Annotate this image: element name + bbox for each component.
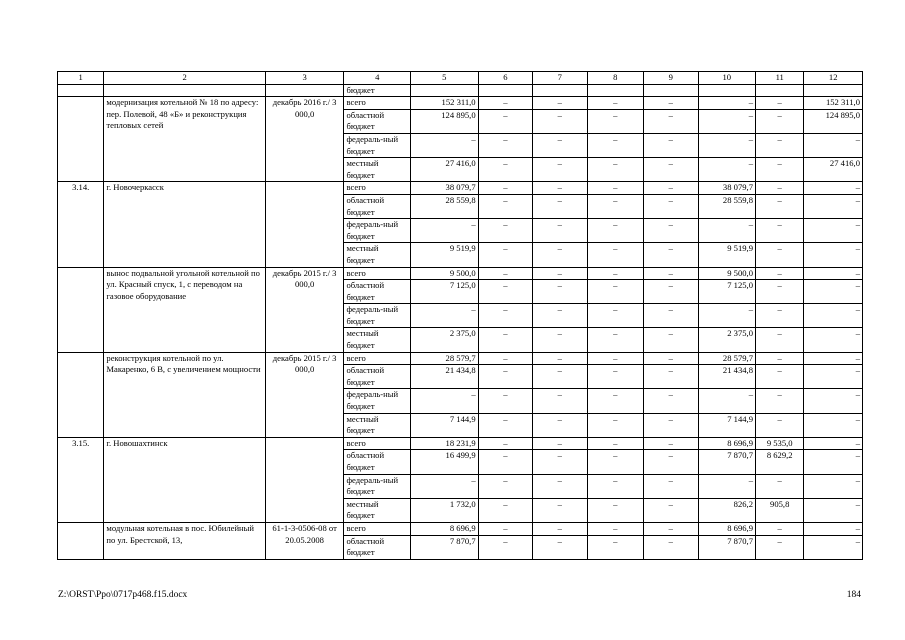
value-cell: 9 500,0 — [698, 267, 756, 280]
item-number-cell — [58, 352, 104, 437]
value-cell: – — [644, 243, 698, 267]
header-cell: 12 — [804, 72, 863, 85]
value-cell: – — [587, 219, 643, 243]
value-cell: – — [533, 267, 587, 280]
budget-type-label: областной бюджет — [344, 109, 411, 133]
value-cell: – — [411, 219, 479, 243]
value-cell: – — [644, 474, 698, 498]
value-cell: – — [478, 352, 532, 365]
value-cell: 27 416,0 — [411, 158, 479, 182]
item-deadline-cell — [265, 182, 344, 267]
value-cell: – — [804, 352, 863, 365]
item-deadline-cell: декабрь 2015 г./ 3 000,0 — [265, 267, 344, 352]
value-cell: – — [411, 389, 479, 413]
value-cell: 1 732,0 — [411, 498, 479, 522]
value-cell: 7 125,0 — [698, 280, 756, 304]
value-cell: – — [756, 182, 804, 195]
header-cell: 4 — [344, 72, 411, 85]
value-cell: – — [411, 304, 479, 328]
value-cell: – — [644, 219, 698, 243]
header-cell: 6 — [478, 72, 532, 85]
value-cell: – — [478, 194, 532, 218]
value-cell: – — [644, 498, 698, 522]
value-cell: – — [698, 389, 756, 413]
budget-type-label: бюджет — [344, 84, 411, 97]
table-row — [58, 522, 863, 535]
value-cell: – — [478, 97, 532, 110]
value-cell: 905,8 — [756, 498, 804, 522]
value-cell: – — [698, 109, 756, 133]
budget-type-label: всего — [344, 437, 411, 450]
header-row — [58, 72, 863, 85]
value-cell: – — [644, 413, 698, 437]
value-cell: 28 579,7 — [411, 352, 479, 365]
value-cell: – — [756, 194, 804, 218]
value-cell: 7 144,9 — [411, 413, 479, 437]
budget-type-label: областной бюджет — [344, 535, 411, 559]
budget-type-label: местный бюджет — [344, 158, 411, 182]
value-cell: – — [804, 474, 863, 498]
value-cell: – — [756, 158, 804, 182]
value-cell: – — [533, 365, 587, 389]
budget-type-label: федераль-ный бюджет — [344, 304, 411, 328]
value-cell: 28 579,7 — [698, 352, 756, 365]
value-cell: – — [533, 474, 587, 498]
value-cell: – — [698, 133, 756, 157]
value-cell: 124 895,0 — [804, 109, 863, 133]
value-cell: – — [533, 328, 587, 352]
item-number-cell — [58, 97, 104, 182]
value-cell: – — [587, 535, 643, 559]
cell-empty — [478, 84, 532, 97]
header-cell: 2 — [104, 72, 265, 85]
value-cell: – — [587, 389, 643, 413]
header-cell: 10 — [698, 72, 756, 85]
value-cell: – — [804, 267, 863, 280]
item-deadline-cell: декабрь 2016 г./ 3 000,0 — [265, 97, 344, 182]
value-cell: – — [587, 182, 643, 195]
value-cell: – — [698, 219, 756, 243]
value-cell: – — [644, 280, 698, 304]
table-row — [58, 97, 863, 110]
value-cell: 9 500,0 — [411, 267, 479, 280]
item-deadline-cell: декабрь 2015 г./ 3 000,0 — [265, 352, 344, 437]
value-cell: – — [587, 352, 643, 365]
budget-type-label: областной бюджет — [344, 450, 411, 474]
budget-type-label: областной бюджет — [344, 280, 411, 304]
value-cell: 152 311,0 — [411, 97, 479, 110]
value-cell: – — [533, 413, 587, 437]
value-cell: – — [533, 194, 587, 218]
value-cell: – — [533, 352, 587, 365]
cell-empty — [756, 84, 804, 97]
value-cell: – — [698, 97, 756, 110]
value-cell: – — [644, 158, 698, 182]
value-cell: – — [698, 474, 756, 498]
budget-type-label: всего — [344, 522, 411, 535]
value-cell: – — [478, 133, 532, 157]
cell-empty — [804, 84, 863, 97]
budget-type-label: местный бюджет — [344, 243, 411, 267]
value-cell: – — [478, 304, 532, 328]
budget-type-label: местный бюджет — [344, 498, 411, 522]
value-cell: 7 870,7 — [698, 535, 756, 559]
value-cell: – — [478, 522, 532, 535]
value-cell: – — [533, 498, 587, 522]
value-cell: 826,2 — [698, 498, 756, 522]
table-row — [58, 352, 863, 365]
value-cell: – — [644, 450, 698, 474]
value-cell: – — [478, 450, 532, 474]
value-cell: – — [644, 535, 698, 559]
value-cell: – — [478, 267, 532, 280]
value-cell: 8 696,9 — [698, 522, 756, 535]
value-cell: – — [804, 243, 863, 267]
value-cell: – — [587, 328, 643, 352]
budget-type-label: всего — [344, 97, 411, 110]
value-cell: 7 144,9 — [698, 413, 756, 437]
value-cell: – — [644, 267, 698, 280]
value-cell: – — [533, 535, 587, 559]
value-cell: – — [644, 437, 698, 450]
page-number: 184 — [846, 590, 861, 600]
value-cell: – — [533, 219, 587, 243]
value-cell: – — [533, 437, 587, 450]
value-cell: – — [587, 109, 643, 133]
value-cell: 18 231,9 — [411, 437, 479, 450]
table-row — [58, 267, 863, 280]
value-cell: – — [698, 158, 756, 182]
item-description-cell: реконструкция котельной по ул. Макаренко, 6 В, с увеличением мощности — [104, 352, 265, 437]
value-cell: – — [756, 267, 804, 280]
value-cell: – — [644, 97, 698, 110]
item-description-cell: г. Новочеркасск — [104, 182, 265, 267]
value-cell: – — [756, 474, 804, 498]
item-number-cell — [58, 522, 104, 559]
value-cell: 8 696,9 — [411, 522, 479, 535]
value-cell: – — [756, 109, 804, 133]
value-cell: 9 519,9 — [411, 243, 479, 267]
budget-type-label: федераль-ный бюджет — [344, 474, 411, 498]
value-cell: 7 870,7 — [411, 535, 479, 559]
value-cell: 16 499,9 — [411, 450, 479, 474]
value-cell: – — [478, 243, 532, 267]
item-deadline-cell — [265, 437, 344, 522]
value-cell: – — [644, 304, 698, 328]
value-cell: – — [644, 328, 698, 352]
value-cell: – — [644, 133, 698, 157]
value-cell: – — [804, 280, 863, 304]
value-cell: – — [804, 194, 863, 218]
value-cell: – — [533, 109, 587, 133]
value-cell: – — [478, 219, 532, 243]
value-cell: – — [587, 365, 643, 389]
value-cell: – — [587, 498, 643, 522]
value-cell: – — [804, 522, 863, 535]
cell-empty — [58, 84, 104, 97]
value-cell: – — [587, 280, 643, 304]
cell-empty — [265, 84, 344, 97]
value-cell: – — [478, 182, 532, 195]
value-cell: – — [644, 352, 698, 365]
value-cell: – — [756, 389, 804, 413]
header-cell: 3 — [265, 72, 344, 85]
cell-empty — [411, 84, 479, 97]
cell-empty — [644, 84, 698, 97]
value-cell: – — [804, 450, 863, 474]
header-cell: 5 — [411, 72, 479, 85]
table-row — [58, 437, 863, 450]
value-cell: – — [478, 498, 532, 522]
value-cell: – — [756, 97, 804, 110]
item-number-cell: 3.15. — [58, 437, 104, 522]
value-cell: – — [756, 365, 804, 389]
value-cell: – — [587, 304, 643, 328]
value-cell: – — [587, 267, 643, 280]
value-cell: 21 434,8 — [411, 365, 479, 389]
value-cell: – — [804, 328, 863, 352]
value-cell: – — [533, 522, 587, 535]
value-cell: – — [533, 182, 587, 195]
value-cell: – — [804, 535, 863, 559]
value-cell: – — [478, 535, 532, 559]
value-cell: – — [478, 474, 532, 498]
budget-type-label: федераль-ный бюджет — [344, 219, 411, 243]
value-cell: – — [644, 365, 698, 389]
item-deadline-cell: 61-1-3-0506-08 от 20.05.2008 — [265, 522, 344, 559]
value-cell: 38 079,7 — [411, 182, 479, 195]
value-cell: 8 696,9 — [698, 437, 756, 450]
value-cell: – — [804, 389, 863, 413]
value-cell: 124 895,0 — [411, 109, 479, 133]
value-cell: – — [587, 437, 643, 450]
budget-type-label: всего — [344, 352, 411, 365]
value-cell: – — [478, 365, 532, 389]
value-cell: – — [587, 97, 643, 110]
value-cell: – — [587, 450, 643, 474]
value-cell: – — [644, 194, 698, 218]
value-cell: 28 559,8 — [411, 194, 479, 218]
item-number-cell: 3.14. — [58, 182, 104, 267]
item-number-cell — [58, 267, 104, 352]
value-cell: – — [587, 522, 643, 535]
value-cell: 38 079,7 — [698, 182, 756, 195]
value-cell: – — [756, 243, 804, 267]
budget-type-label: местный бюджет — [344, 328, 411, 352]
cell-empty — [533, 84, 587, 97]
value-cell: – — [756, 304, 804, 328]
value-cell: 28 559,8 — [698, 194, 756, 218]
value-cell: 7 125,0 — [411, 280, 479, 304]
value-cell: 7 870,7 — [698, 450, 756, 474]
value-cell: – — [533, 133, 587, 157]
value-cell: – — [804, 365, 863, 389]
value-cell: 9 519,9 — [698, 243, 756, 267]
value-cell: – — [478, 280, 532, 304]
continuation-row — [58, 84, 863, 97]
value-cell: – — [804, 437, 863, 450]
value-cell: – — [756, 219, 804, 243]
value-cell: – — [478, 437, 532, 450]
budget-type-label: местный бюджет — [344, 413, 411, 437]
value-cell: – — [756, 522, 804, 535]
cell-empty — [698, 84, 756, 97]
budget-type-label: федераль-ный бюджет — [344, 389, 411, 413]
cell-empty — [104, 84, 265, 97]
value-cell: 21 434,8 — [698, 365, 756, 389]
value-cell: – — [587, 133, 643, 157]
value-cell: – — [587, 474, 643, 498]
item-description-cell: модульная котельная в пос. Юбилейный по ул. Брестской, 13, — [104, 522, 265, 559]
header-cell: 11 — [756, 72, 804, 85]
value-cell: – — [756, 352, 804, 365]
value-cell: – — [587, 413, 643, 437]
value-cell: – — [533, 280, 587, 304]
value-cell: – — [478, 413, 532, 437]
value-cell: – — [756, 280, 804, 304]
value-cell: 27 416,0 — [804, 158, 863, 182]
value-cell: 152 311,0 — [804, 97, 863, 110]
budget-type-label: всего — [344, 182, 411, 195]
value-cell: – — [698, 304, 756, 328]
value-cell: – — [533, 304, 587, 328]
value-cell: – — [644, 389, 698, 413]
budget-type-label: областной бюджет — [344, 194, 411, 218]
header-cell: 7 — [533, 72, 587, 85]
value-cell: – — [804, 413, 863, 437]
value-cell: – — [804, 498, 863, 522]
value-cell: – — [478, 328, 532, 352]
value-cell: – — [478, 109, 532, 133]
value-cell: – — [804, 304, 863, 328]
value-cell: – — [478, 389, 532, 413]
item-description-cell: г. Новошахтинск — [104, 437, 265, 522]
value-cell: – — [587, 194, 643, 218]
footer-file-path: Z:\ORST\Ppo\0717p468.f15.docx — [58, 590, 188, 600]
table-row — [58, 182, 863, 195]
item-description-cell: модернизация котельной № 18 по адресу: пер. Полевой, 48 «Б» и реконструкция тепловых сетей — [104, 97, 265, 182]
value-cell: – — [411, 474, 479, 498]
value-cell: – — [533, 389, 587, 413]
value-cell: – — [804, 133, 863, 157]
value-cell: 8 629,2 — [756, 450, 804, 474]
header-cell: 1 — [58, 72, 104, 85]
value-cell: – — [756, 133, 804, 157]
budget-type-label: областной бюджет — [344, 365, 411, 389]
value-cell: – — [644, 522, 698, 535]
budget-type-label: всего — [344, 267, 411, 280]
cell-empty — [587, 84, 643, 97]
header-cell: 8 — [587, 72, 643, 85]
value-cell: 2 375,0 — [411, 328, 479, 352]
value-cell: – — [804, 182, 863, 195]
value-cell: – — [587, 158, 643, 182]
value-cell: 2 375,0 — [698, 328, 756, 352]
value-cell: – — [533, 158, 587, 182]
item-description-cell: вынос подвальной угольной котельной по ул. Красный спуск, 1, с переводом на газовое оборудование — [104, 267, 265, 352]
value-cell: – — [644, 109, 698, 133]
budget-table — [57, 71, 863, 560]
value-cell: – — [756, 328, 804, 352]
value-cell: – — [478, 158, 532, 182]
value-cell: – — [756, 535, 804, 559]
value-cell: – — [411, 133, 479, 157]
value-cell: – — [587, 243, 643, 267]
value-cell: – — [533, 243, 587, 267]
value-cell: – — [533, 450, 587, 474]
value-cell: – — [756, 413, 804, 437]
value-cell: – — [533, 97, 587, 110]
budget-type-label: федераль-ный бюджет — [344, 133, 411, 157]
value-cell: – — [644, 182, 698, 195]
value-cell: – — [804, 219, 863, 243]
value-cell: 9 535,0 — [756, 437, 804, 450]
header-cell: 9 — [644, 72, 698, 85]
